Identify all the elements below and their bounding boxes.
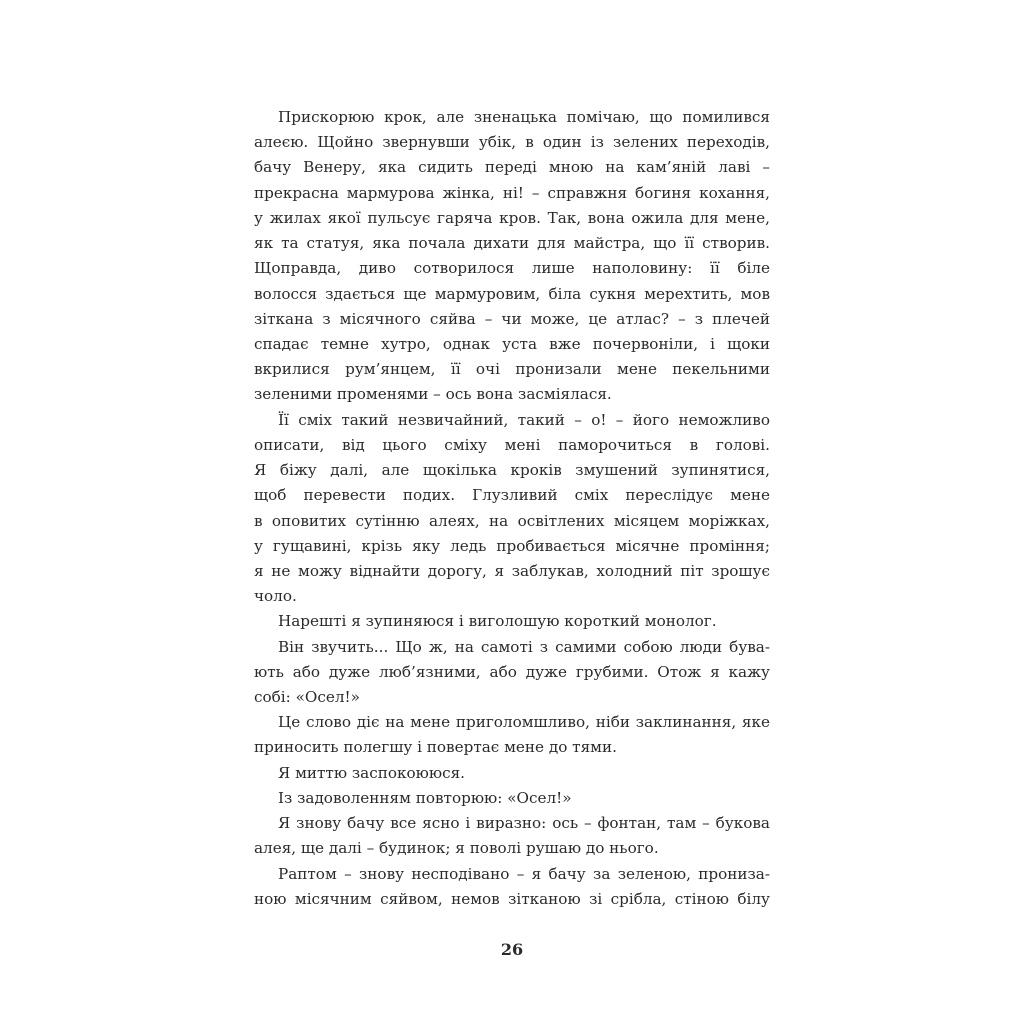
text-line: у жилах якої пульсує гаряча кров. Так, вона ожила для мене, <box>254 208 770 227</box>
text-line: алеєю. Щойно звернувши убік, в один із зелених переходів, <box>254 133 770 152</box>
text-line: я не можу віднайти дорогу, я заблукав, холодний піт зрошує <box>254 561 770 580</box>
text-line: описати, від цього сміху мені паморочиться в голові. <box>254 435 770 454</box>
text-line: вкрилися рум’янцем, її очі пронизали мене пекельними <box>254 360 770 379</box>
text-line: зіткана з місячного сяйва – чи може, це атлас? – з плечей <box>254 309 770 328</box>
text-line: Це слово діє на мене приголомшливо, ніби заклинання, яке <box>278 713 770 732</box>
text-line: зеленими променями – ось вона засміялася. <box>254 385 612 404</box>
text-line: Раптом – знову несподівано – я бачу за зеленою, прониза- <box>278 864 770 883</box>
body-text <box>254 105 770 912</box>
text-line: волосся здається ще мармуровим, біла сукня мерехтить, мов <box>254 284 770 303</box>
text-line: Я біжу далі, але щокілька кроків змушений зупинятися, <box>254 461 770 480</box>
text-line: Із задоволенням повторюю: «Осел!» <box>278 788 572 807</box>
text-line: у гущавині, крізь яку ледь пробивається місячне проміння; <box>254 536 770 555</box>
text-line: Нарешті я зупиняюся і виголошую короткий монолог. <box>278 612 717 631</box>
text-line: ють або дуже люб’язними, або дуже грубими. Отож я кажу <box>254 662 770 681</box>
text-line: щоб перевести подих. Глузливий сміх переслідує мене <box>254 486 770 505</box>
page-number: 26 <box>500 940 524 959</box>
text-line: прекрасна мармурова жінка, ні! – справжня богиня кохання, <box>254 183 770 202</box>
text-line: спадає темне хутро, однак уста вже почервоніли, і щоки <box>254 334 770 353</box>
text-line: приносить полегшу і повертає мене до тями. <box>254 738 617 757</box>
text-line: Я миттю заспокоююся. <box>278 763 465 782</box>
text-line: бачу Венеру, яка сидить переді мною на кам’яній лаві – <box>254 158 770 177</box>
text-line: Щоправда, диво сотворилося лише наполовину: її біле <box>254 259 770 278</box>
text-line: собі: «Осел!» <box>254 688 360 707</box>
text-line: як та статуя, яка почала дихати для майстра, що її створив. <box>254 234 770 253</box>
text-line: Її сміх такий незвичайний, такий – о! – його неможливо <box>278 410 770 429</box>
text-line: Я знову бачу все ясно і виразно: ось – фонтан, там – букова <box>278 814 770 833</box>
text-line: алея, ще далі – будинок; я поволі рушаю до нього. <box>254 839 659 858</box>
text-line: чоло. <box>254 587 297 606</box>
text-line: в оповитих сутінню алеях, на освітлених місяцем моріжках, <box>254 511 770 530</box>
text-line: ною місячним сяйвом, немов зітканою зі срібла, стіною білу <box>254 889 770 908</box>
text-line: Прискорюю крок, але зненацька помічаю, що помилився <box>278 108 770 126</box>
text-line: Він звучить... Що ж, на самоті з самими собою люди бува- <box>278 637 770 656</box>
